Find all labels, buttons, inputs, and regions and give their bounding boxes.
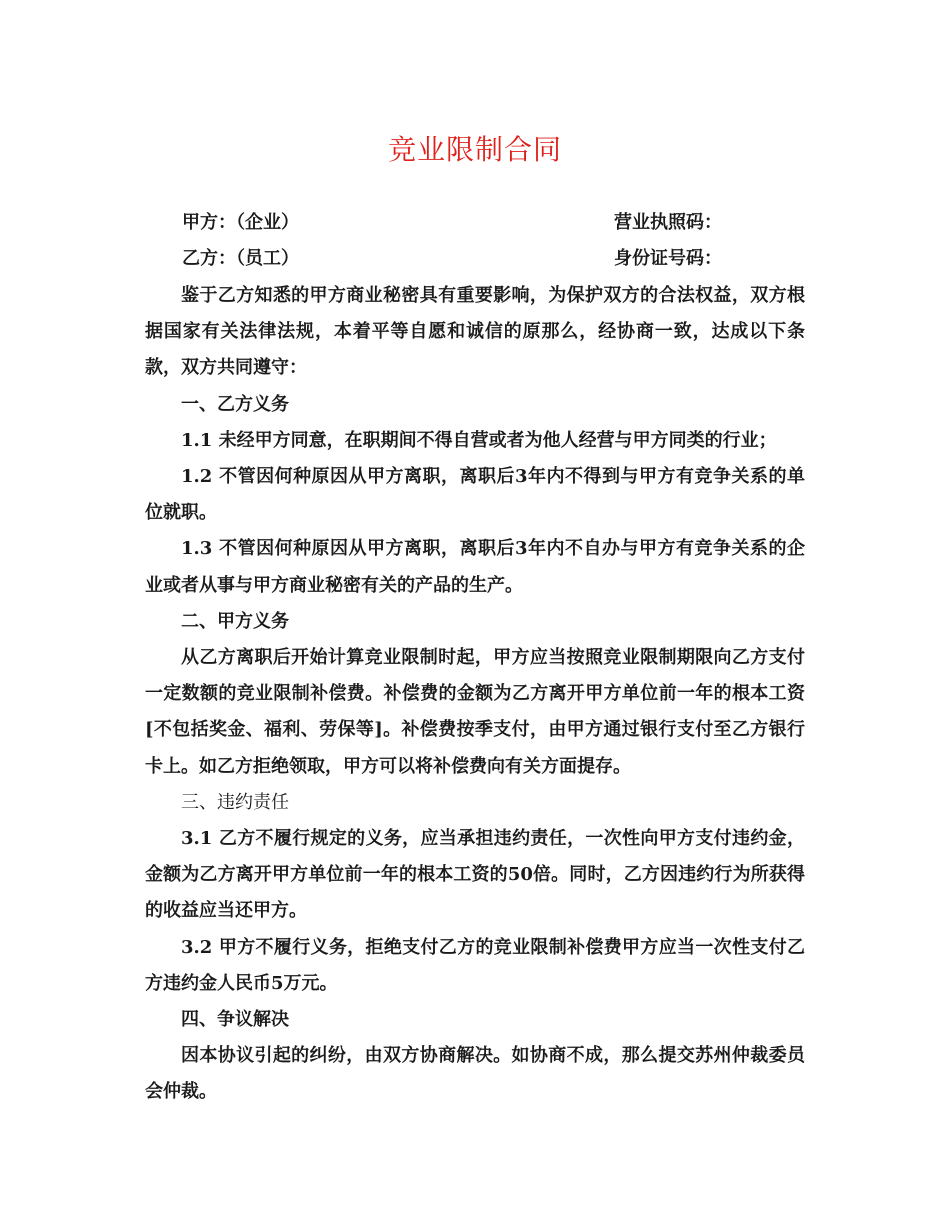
section-3-heading: 三、违约责任 bbox=[181, 791, 289, 813]
business-license-label: 营业执照码： bbox=[614, 212, 722, 233]
clause-1-1: 1.1 未经甲方同意，在职期间不得自营或者为他人经营与甲方同类的行业； bbox=[181, 429, 777, 451]
section-4-heading: 四、争议解决 bbox=[181, 1009, 289, 1031]
intro-paragraph: 鉴于乙方知悉的甲方商业秘密具有重要影响，为保护双方的合法权益，双方根据国家有关法律法规，本着平等自愿和诚信的原那么，经协商一致，达成以下条款，双方共同遵守： bbox=[145, 285, 805, 379]
section-2-text: 从乙方离职后开始计算竞业限制时起，甲方应当按照竞业限制期限向乙方支付一定数额的竞业限制补偿费。补偿费的金额为乙方离开甲方单位前一年的根本工资[不包括奖金、福利、劳保等]。补偿费按季支付，由甲方通过银行支付至乙方银行卡上。如乙方拒绝领取，甲方可以将补偿费向有关方面提存。 bbox=[145, 647, 805, 777]
document-title: 竞业限制合同 bbox=[387, 133, 562, 166]
section-4-text: 因本协议引起的纠纷，由双方协商解决。如协商不成，那么提交苏州仲裁委员会仲裁。 bbox=[145, 1045, 805, 1103]
party-b-label: 乙方：（员工） bbox=[182, 248, 299, 269]
id-number-label: 身份证号码： bbox=[614, 248, 722, 269]
section-1-heading: 一、乙方义务 bbox=[181, 393, 289, 415]
clause-1-2: 1.2 不管因何种原因从甲方离职，离职后3年内不得到与甲方有竞争关系的单位就职。 bbox=[145, 466, 805, 524]
section-2-heading: 二、甲方义务 bbox=[181, 610, 289, 632]
party-a-label: 甲方：（企业） bbox=[182, 212, 299, 233]
document-body bbox=[145, 278, 805, 1111]
party-b-row bbox=[182, 244, 782, 274]
clause-3-2: 3.2 甲方不履行义务，拒绝支付乙方的竞业限制补偿费甲方应当一次性支付乙方违约金人民币5万元。 bbox=[145, 936, 805, 994]
party-a-row bbox=[182, 208, 782, 238]
clause-3-1: 3.1 乙方不履行规定的义务，应当承担违约责任，一次性向甲方支付违约金，金额为乙方离开甲方单位前一年的根本工资的50倍。同时，乙方因违约行为所获得的收益应当还甲方。 bbox=[145, 828, 805, 922]
clause-1-3: 1.3 不管因何种原因从甲方离职，离职后3年内不自办与甲方有竞争关系的企业或者从事与甲方商业秘密有关的产品的生产。 bbox=[145, 538, 805, 596]
